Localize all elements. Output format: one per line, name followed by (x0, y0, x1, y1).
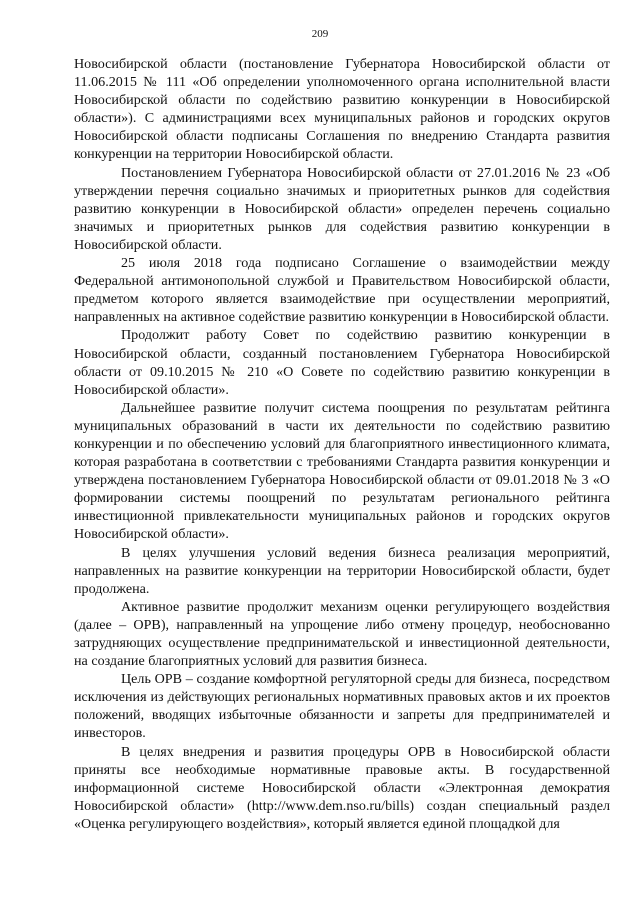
paragraph: В целях улучшения условий ведения бизнеса реализация мероприятий, направленных на развитие конкуренции на территории Новосибирской области, будет продолжена. (74, 544, 610, 597)
paragraph: Постановлением Губернатора Новосибирской области от 27.01.2016 № 23 «Об утверждении перечня социально значимых и приоритетных рынков для содействия развитию конкуренции в Новосибирской области» определен перечень социально значимых и приоритетных рынков для содействия развитию конкуренции в Новосибирской области. (74, 164, 610, 253)
page-number: 209 (311, 28, 329, 40)
paragraph: В целях внедрения и развития процедуры ОРВ в Новосибирской области приняты все необходимые нормативные правовые акты. В государственной информационной системе Новосибирской области «Электронная демократия Новосибирской области» (http://www.dem.nso.ru/bills) создан специальный раздел «Оценка регулирующего воздействия», который является единой площадкой для (74, 743, 610, 832)
paragraph: Продолжит работу Совет по содействию развитию конкуренции в Новосибирской области, созданный постановлением Губернатора Новосибирской области от 09.10.2015 № 210 «О Совете по содействию развитию конкуренции в Новосибирской области». (74, 327, 610, 398)
paragraph: Активное развитие продолжит механизм оценки регулирующего воздействия (далее – ОРВ), направленный на упрощение либо отмену процедур, необоснованно затрудняющих осуществление предпринимательской и инвестиционной деятельности, на создание благоприятных условий для развития бизнеса. (74, 598, 610, 670)
paragraph: Дальнейшее развитие получит система поощрения по результатам рейтинга муниципальных образований в части их деятельности по содействию развитию конкуренции и по обеспечению условий для благоприятного инвестиционного климата, которая разработана в соответствии с требованиями Стандарта развития конкуренции и утверждена постановлением Губернатора Новосибирской области от 09.01.2018 № 3 «О формировании системы поощрений по результатам регионального рейтинга инвестиционной привлекательности муниципальных районов и городских округов Новосибирской области». (74, 399, 610, 543)
paragraph: Цель ОРВ – создание комфортной регуляторной среды для бизнеса, посредством исключения из действующих региональных нормативных правовых актов и их проектов положений, вводящих избыточные обязанности и запреты для предпринимателей и инвесторов. (74, 671, 610, 742)
document-body (74, 55, 610, 833)
paragraph: 25 июля 2018 года подписано Соглашение о взаимодействии между Федеральной антимонопольной службой и Правительством Новосибирской области, предметом которого является взаимодействие при осуществлении мероприятий, направленных на активное содействие развитию конкуренции в Новосибирской области. (74, 255, 610, 326)
paragraph-continued: Новосибирской области (постановление Губернатора Новосибирской области от 11.06.2015 № 111 «Об определении уполномоченного органа исполнительной власти Новосибирской области по содействию развитию конкуренции в Новосибирской области»). С администрациями всех муниципальных районов и городских округов Новосибирской области подписаны Соглашения по внедрению Стандарта развития конкуренции на территории Новосибирской области. (74, 56, 610, 163)
